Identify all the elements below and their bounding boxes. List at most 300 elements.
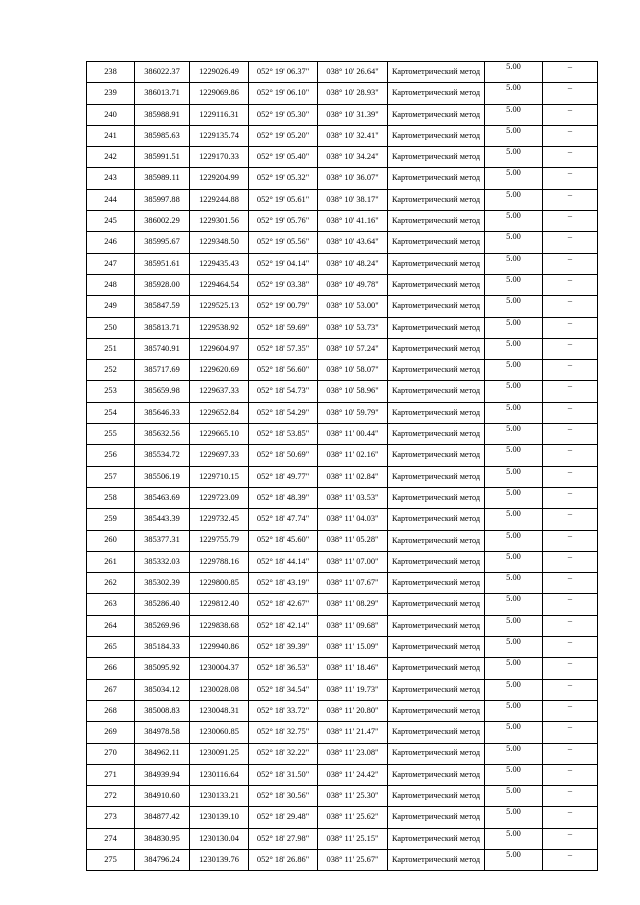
note-cell: –	[543, 487, 598, 508]
table-row	[87, 62, 598, 83]
x-coordinate-cell: 385951.61	[135, 253, 190, 274]
y-coordinate-cell: 1230139.10	[190, 807, 249, 828]
longitude-cell: 038° 10' 26.64"	[318, 62, 388, 83]
point-number-cell: 261	[87, 551, 135, 572]
note-cell: –	[543, 658, 598, 679]
accuracy-cell: 5.00	[485, 658, 543, 679]
method-cell: Картометрический метод	[388, 743, 485, 764]
longitude-cell: 038° 11' 07.67"	[318, 573, 388, 594]
note-cell: –	[543, 338, 598, 359]
x-coordinate-cell: 385995.67	[135, 232, 190, 253]
latitude-cell: 052° 18' 29.48"	[249, 807, 318, 828]
latitude-cell: 052° 19' 05.76"	[249, 211, 318, 232]
method-cell: Картометрический метод	[388, 594, 485, 615]
accuracy-cell: 5.00	[485, 274, 543, 295]
y-coordinate-cell: 1229723.09	[190, 487, 249, 508]
method-cell: Картометрический метод	[388, 551, 485, 572]
longitude-cell: 038° 10' 32.41"	[318, 125, 388, 146]
longitude-cell: 038° 10' 49.78"	[318, 274, 388, 295]
longitude-cell: 038° 11' 25.67"	[318, 849, 388, 870]
table-row	[87, 232, 598, 253]
accuracy-cell: 5.00	[485, 360, 543, 381]
latitude-cell: 052° 18' 27.98"	[249, 828, 318, 849]
x-coordinate-cell: 385184.33	[135, 637, 190, 658]
latitude-cell: 052° 18' 49.77"	[249, 466, 318, 487]
latitude-cell: 052° 19' 05.30"	[249, 104, 318, 125]
longitude-cell: 038° 10' 41.16"	[318, 211, 388, 232]
point-number-cell: 273	[87, 807, 135, 828]
longitude-cell: 038° 11' 04.03"	[318, 509, 388, 530]
table-body	[87, 62, 598, 871]
note-cell: –	[543, 700, 598, 721]
point-number-cell: 241	[87, 125, 135, 146]
table-row	[87, 168, 598, 189]
table-row	[87, 274, 598, 295]
x-coordinate-cell: 385997.88	[135, 189, 190, 210]
method-cell: Картометрический метод	[388, 317, 485, 338]
accuracy-cell: 5.00	[485, 573, 543, 594]
table-row	[87, 551, 598, 572]
note-cell: –	[543, 381, 598, 402]
longitude-cell: 038° 11' 25.62"	[318, 807, 388, 828]
point-number-cell: 240	[87, 104, 135, 125]
latitude-cell: 052° 19' 05.32"	[249, 168, 318, 189]
table-row	[87, 296, 598, 317]
method-cell: Картометрический метод	[388, 807, 485, 828]
point-number-cell: 267	[87, 679, 135, 700]
table-row	[87, 637, 598, 658]
point-number-cell: 253	[87, 381, 135, 402]
latitude-cell: 052° 18' 47.74"	[249, 509, 318, 530]
method-cell: Картометрический метод	[388, 637, 485, 658]
point-number-cell: 256	[87, 445, 135, 466]
method-cell: Картометрический метод	[388, 147, 485, 168]
x-coordinate-cell: 385377.31	[135, 530, 190, 551]
note-cell: –	[543, 317, 598, 338]
longitude-cell: 038° 11' 00.44"	[318, 424, 388, 445]
x-coordinate-cell: 384910.60	[135, 786, 190, 807]
method-cell: Картометрический метод	[388, 253, 485, 274]
y-coordinate-cell: 1229940.86	[190, 637, 249, 658]
x-coordinate-cell: 385928.00	[135, 274, 190, 295]
point-number-cell: 239	[87, 83, 135, 104]
accuracy-cell: 5.00	[485, 189, 543, 210]
note-cell: –	[543, 828, 598, 849]
x-coordinate-cell: 385008.83	[135, 700, 190, 721]
method-cell: Картометрический метод	[388, 487, 485, 508]
x-coordinate-cell: 384830.95	[135, 828, 190, 849]
latitude-cell: 052° 18' 32.75"	[249, 722, 318, 743]
table-row	[87, 615, 598, 636]
point-number-cell: 263	[87, 594, 135, 615]
table-row	[87, 487, 598, 508]
x-coordinate-cell: 385646.33	[135, 402, 190, 423]
method-cell: Картометрический метод	[388, 381, 485, 402]
point-number-cell: 264	[87, 615, 135, 636]
table-row	[87, 722, 598, 743]
method-cell: Картометрический метод	[388, 83, 485, 104]
longitude-cell: 038° 11' 09.68"	[318, 615, 388, 636]
latitude-cell: 052° 18' 59.69"	[249, 317, 318, 338]
longitude-cell: 038° 10' 53.73"	[318, 317, 388, 338]
y-coordinate-cell: 1229204.99	[190, 168, 249, 189]
latitude-cell: 052° 18' 57.35"	[249, 338, 318, 359]
note-cell: –	[543, 637, 598, 658]
accuracy-cell: 5.00	[485, 466, 543, 487]
method-cell: Картометрический метод	[388, 402, 485, 423]
x-coordinate-cell: 385332.03	[135, 551, 190, 572]
y-coordinate-cell: 1229788.16	[190, 551, 249, 572]
x-coordinate-cell: 385989.11	[135, 168, 190, 189]
method-cell: Картометрический метод	[388, 615, 485, 636]
longitude-cell: 038° 10' 36.07"	[318, 168, 388, 189]
y-coordinate-cell: 1229697.33	[190, 445, 249, 466]
y-coordinate-cell: 1230048.31	[190, 700, 249, 721]
y-coordinate-cell: 1229301.56	[190, 211, 249, 232]
latitude-cell: 052° 18' 48.39"	[249, 487, 318, 508]
longitude-cell: 038° 10' 58.07"	[318, 360, 388, 381]
x-coordinate-cell: 386022.37	[135, 62, 190, 83]
accuracy-cell: 5.00	[485, 253, 543, 274]
accuracy-cell: 5.00	[485, 530, 543, 551]
y-coordinate-cell: 1230116.64	[190, 764, 249, 785]
point-number-cell: 254	[87, 402, 135, 423]
method-cell: Картометрический метод	[388, 530, 485, 551]
note-cell: –	[543, 83, 598, 104]
note-cell: –	[543, 594, 598, 615]
point-number-cell: 259	[87, 509, 135, 530]
note-cell: –	[543, 232, 598, 253]
point-number-cell: 272	[87, 786, 135, 807]
note-cell: –	[543, 253, 598, 274]
x-coordinate-cell: 384962.11	[135, 743, 190, 764]
longitude-cell: 038° 11' 23.08"	[318, 743, 388, 764]
table-row	[87, 338, 598, 359]
accuracy-cell: 5.00	[485, 83, 543, 104]
point-number-cell: 271	[87, 764, 135, 785]
x-coordinate-cell: 385659.98	[135, 381, 190, 402]
table-row	[87, 743, 598, 764]
note-cell: –	[543, 296, 598, 317]
y-coordinate-cell: 1230060.85	[190, 722, 249, 743]
longitude-cell: 038° 10' 58.96"	[318, 381, 388, 402]
y-coordinate-cell: 1229620.69	[190, 360, 249, 381]
table-row	[87, 147, 598, 168]
longitude-cell: 038° 10' 48.24"	[318, 253, 388, 274]
point-number-cell: 270	[87, 743, 135, 764]
y-coordinate-cell: 1230130.04	[190, 828, 249, 849]
accuracy-cell: 5.00	[485, 786, 543, 807]
latitude-cell: 052° 18' 54.29"	[249, 402, 318, 423]
method-cell: Картометрический метод	[388, 445, 485, 466]
y-coordinate-cell: 1229838.68	[190, 615, 249, 636]
accuracy-cell: 5.00	[485, 445, 543, 466]
note-cell: –	[543, 679, 598, 700]
accuracy-cell: 5.00	[485, 722, 543, 743]
accuracy-cell: 5.00	[485, 317, 543, 338]
longitude-cell: 038° 11' 05.28"	[318, 530, 388, 551]
table-row	[87, 445, 598, 466]
point-number-cell: 260	[87, 530, 135, 551]
method-cell: Картометрический метод	[388, 658, 485, 679]
note-cell: –	[543, 62, 598, 83]
x-coordinate-cell: 385506.19	[135, 466, 190, 487]
y-coordinate-cell: 1230139.76	[190, 849, 249, 870]
point-number-cell: 243	[87, 168, 135, 189]
accuracy-cell: 5.00	[485, 849, 543, 870]
note-cell: –	[543, 125, 598, 146]
latitude-cell: 052° 18' 34.54"	[249, 679, 318, 700]
x-coordinate-cell: 385095.92	[135, 658, 190, 679]
latitude-cell: 052° 19' 05.40"	[249, 147, 318, 168]
x-coordinate-cell: 385034.12	[135, 679, 190, 700]
latitude-cell: 052° 19' 03.38"	[249, 274, 318, 295]
latitude-cell: 052° 18' 33.72"	[249, 700, 318, 721]
x-coordinate-cell: 385813.71	[135, 317, 190, 338]
accuracy-cell: 5.00	[485, 402, 543, 423]
y-coordinate-cell: 1229637.33	[190, 381, 249, 402]
point-number-cell: 251	[87, 338, 135, 359]
latitude-cell: 052° 18' 42.67"	[249, 594, 318, 615]
point-number-cell: 258	[87, 487, 135, 508]
table-row	[87, 786, 598, 807]
method-cell: Картометрический метод	[388, 786, 485, 807]
latitude-cell: 052° 18' 32.22"	[249, 743, 318, 764]
note-cell: –	[543, 274, 598, 295]
longitude-cell: 038° 11' 03.53"	[318, 487, 388, 508]
longitude-cell: 038° 11' 24.42"	[318, 764, 388, 785]
y-coordinate-cell: 1229755.79	[190, 530, 249, 551]
point-number-cell: 255	[87, 424, 135, 445]
latitude-cell: 052° 18' 43.19"	[249, 573, 318, 594]
longitude-cell: 038° 10' 43.64"	[318, 232, 388, 253]
note-cell: –	[543, 402, 598, 423]
longitude-cell: 038° 10' 34.24"	[318, 147, 388, 168]
method-cell: Картометрический метод	[388, 722, 485, 743]
table-row	[87, 828, 598, 849]
x-coordinate-cell: 384939.94	[135, 764, 190, 785]
longitude-cell: 038° 11' 15.09"	[318, 637, 388, 658]
method-cell: Картометрический метод	[388, 189, 485, 210]
x-coordinate-cell: 385534.72	[135, 445, 190, 466]
note-cell: –	[543, 849, 598, 870]
y-coordinate-cell: 1229604.97	[190, 338, 249, 359]
point-number-cell: 246	[87, 232, 135, 253]
note-cell: –	[543, 530, 598, 551]
method-cell: Картометрический метод	[388, 104, 485, 125]
method-cell: Картометрический метод	[388, 338, 485, 359]
method-cell: Картометрический метод	[388, 849, 485, 870]
point-number-cell: 269	[87, 722, 135, 743]
latitude-cell: 052° 18' 36.53"	[249, 658, 318, 679]
table-row	[87, 594, 598, 615]
latitude-cell: 052° 19' 05.61"	[249, 189, 318, 210]
note-cell: –	[543, 722, 598, 743]
y-coordinate-cell: 1229732.45	[190, 509, 249, 530]
latitude-cell: 052° 18' 56.60"	[249, 360, 318, 381]
y-coordinate-cell: 1229116.31	[190, 104, 249, 125]
latitude-cell: 052° 18' 45.60"	[249, 530, 318, 551]
point-number-cell: 252	[87, 360, 135, 381]
point-number-cell: 244	[87, 189, 135, 210]
y-coordinate-cell: 1229812.40	[190, 594, 249, 615]
note-cell: –	[543, 466, 598, 487]
latitude-cell: 052° 18' 44.14"	[249, 551, 318, 572]
method-cell: Картометрический метод	[388, 700, 485, 721]
longitude-cell: 038° 11' 02.16"	[318, 445, 388, 466]
accuracy-cell: 5.00	[485, 700, 543, 721]
table-row	[87, 700, 598, 721]
y-coordinate-cell: 1229170.33	[190, 147, 249, 168]
point-number-cell: 245	[87, 211, 135, 232]
accuracy-cell: 5.00	[485, 743, 543, 764]
note-cell: –	[543, 764, 598, 785]
x-coordinate-cell: 386013.71	[135, 83, 190, 104]
x-coordinate-cell: 384877.42	[135, 807, 190, 828]
table-row	[87, 466, 598, 487]
note-cell: –	[543, 445, 598, 466]
x-coordinate-cell: 385991.51	[135, 147, 190, 168]
method-cell: Картометрический метод	[388, 764, 485, 785]
latitude-cell: 052° 19' 04.14"	[249, 253, 318, 274]
point-number-cell: 268	[87, 700, 135, 721]
accuracy-cell: 5.00	[485, 807, 543, 828]
y-coordinate-cell: 1229069.86	[190, 83, 249, 104]
point-number-cell: 247	[87, 253, 135, 274]
coordinates-table	[86, 61, 598, 871]
table-row	[87, 125, 598, 146]
method-cell: Картометрический метод	[388, 211, 485, 232]
longitude-cell: 038° 11' 07.00"	[318, 551, 388, 572]
point-number-cell: 248	[87, 274, 135, 295]
x-coordinate-cell: 385717.69	[135, 360, 190, 381]
point-number-cell: 257	[87, 466, 135, 487]
note-cell: –	[543, 211, 598, 232]
method-cell: Картометрический метод	[388, 466, 485, 487]
latitude-cell: 052° 19' 05.56"	[249, 232, 318, 253]
accuracy-cell: 5.00	[485, 594, 543, 615]
table-row	[87, 658, 598, 679]
table-row	[87, 807, 598, 828]
latitude-cell: 052° 18' 26.86"	[249, 849, 318, 870]
accuracy-cell: 5.00	[485, 381, 543, 402]
table-row	[87, 764, 598, 785]
y-coordinate-cell: 1229135.74	[190, 125, 249, 146]
method-cell: Картометрический метод	[388, 296, 485, 317]
point-number-cell: 266	[87, 658, 135, 679]
x-coordinate-cell: 385985.63	[135, 125, 190, 146]
latitude-cell: 052° 19' 06.10"	[249, 83, 318, 104]
note-cell: –	[543, 168, 598, 189]
longitude-cell: 038° 11' 18.46"	[318, 658, 388, 679]
longitude-cell: 038° 11' 02.84"	[318, 466, 388, 487]
y-coordinate-cell: 1230133.21	[190, 786, 249, 807]
latitude-cell: 052° 18' 53.85"	[249, 424, 318, 445]
method-cell: Картометрический метод	[388, 232, 485, 253]
y-coordinate-cell: 1229464.54	[190, 274, 249, 295]
note-cell: –	[543, 786, 598, 807]
latitude-cell: 052° 19' 05.20"	[249, 125, 318, 146]
point-number-cell: 274	[87, 828, 135, 849]
table-row	[87, 83, 598, 104]
note-cell: –	[543, 104, 598, 125]
method-cell: Картометрический метод	[388, 424, 485, 445]
method-cell: Картометрический метод	[388, 828, 485, 849]
note-cell: –	[543, 615, 598, 636]
point-number-cell: 242	[87, 147, 135, 168]
latitude-cell: 052° 18' 54.73"	[249, 381, 318, 402]
y-coordinate-cell: 1229538.92	[190, 317, 249, 338]
note-cell: –	[543, 509, 598, 530]
latitude-cell: 052° 19' 00.79"	[249, 296, 318, 317]
longitude-cell: 038° 10' 31.39"	[318, 104, 388, 125]
longitude-cell: 038° 11' 08.29"	[318, 594, 388, 615]
x-coordinate-cell: 385286.40	[135, 594, 190, 615]
point-number-cell: 262	[87, 573, 135, 594]
table-row	[87, 381, 598, 402]
accuracy-cell: 5.00	[485, 338, 543, 359]
accuracy-cell: 5.00	[485, 509, 543, 530]
x-coordinate-cell: 385302.39	[135, 573, 190, 594]
method-cell: Картометрический метод	[388, 573, 485, 594]
latitude-cell: 052° 19' 06.37"	[249, 62, 318, 83]
table-row	[87, 360, 598, 381]
x-coordinate-cell: 385740.91	[135, 338, 190, 359]
point-number-cell: 238	[87, 62, 135, 83]
longitude-cell: 038° 11' 25.30"	[318, 786, 388, 807]
y-coordinate-cell: 1229710.15	[190, 466, 249, 487]
y-coordinate-cell: 1230004.37	[190, 658, 249, 679]
table-row	[87, 849, 598, 870]
latitude-cell: 052° 18' 50.69"	[249, 445, 318, 466]
accuracy-cell: 5.00	[485, 828, 543, 849]
x-coordinate-cell: 386002.29	[135, 211, 190, 232]
y-coordinate-cell: 1229800.85	[190, 573, 249, 594]
x-coordinate-cell: 385988.91	[135, 104, 190, 125]
x-coordinate-cell: 385632.56	[135, 424, 190, 445]
table-row	[87, 211, 598, 232]
accuracy-cell: 5.00	[485, 637, 543, 658]
table-row	[87, 402, 598, 423]
accuracy-cell: 5.00	[485, 551, 543, 572]
table-row	[87, 424, 598, 445]
longitude-cell: 038° 10' 53.00"	[318, 296, 388, 317]
y-coordinate-cell: 1230028.08	[190, 679, 249, 700]
method-cell: Картометрический метод	[388, 679, 485, 700]
table-row	[87, 104, 598, 125]
point-number-cell: 250	[87, 317, 135, 338]
x-coordinate-cell: 384978.58	[135, 722, 190, 743]
accuracy-cell: 5.00	[485, 424, 543, 445]
method-cell: Картометрический метод	[388, 274, 485, 295]
y-coordinate-cell: 1229435.43	[190, 253, 249, 274]
note-cell: –	[543, 551, 598, 572]
method-cell: Картометрический метод	[388, 62, 485, 83]
accuracy-cell: 5.00	[485, 125, 543, 146]
y-coordinate-cell: 1229244.88	[190, 189, 249, 210]
y-coordinate-cell: 1229652.84	[190, 402, 249, 423]
longitude-cell: 038° 11' 21.47"	[318, 722, 388, 743]
y-coordinate-cell: 1229665.10	[190, 424, 249, 445]
table-row	[87, 573, 598, 594]
x-coordinate-cell: 385269.96	[135, 615, 190, 636]
latitude-cell: 052° 18' 42.14"	[249, 615, 318, 636]
accuracy-cell: 5.00	[485, 62, 543, 83]
method-cell: Картометрический метод	[388, 168, 485, 189]
accuracy-cell: 5.00	[485, 104, 543, 125]
x-coordinate-cell: 385463.69	[135, 487, 190, 508]
longitude-cell: 038° 11' 19.73"	[318, 679, 388, 700]
